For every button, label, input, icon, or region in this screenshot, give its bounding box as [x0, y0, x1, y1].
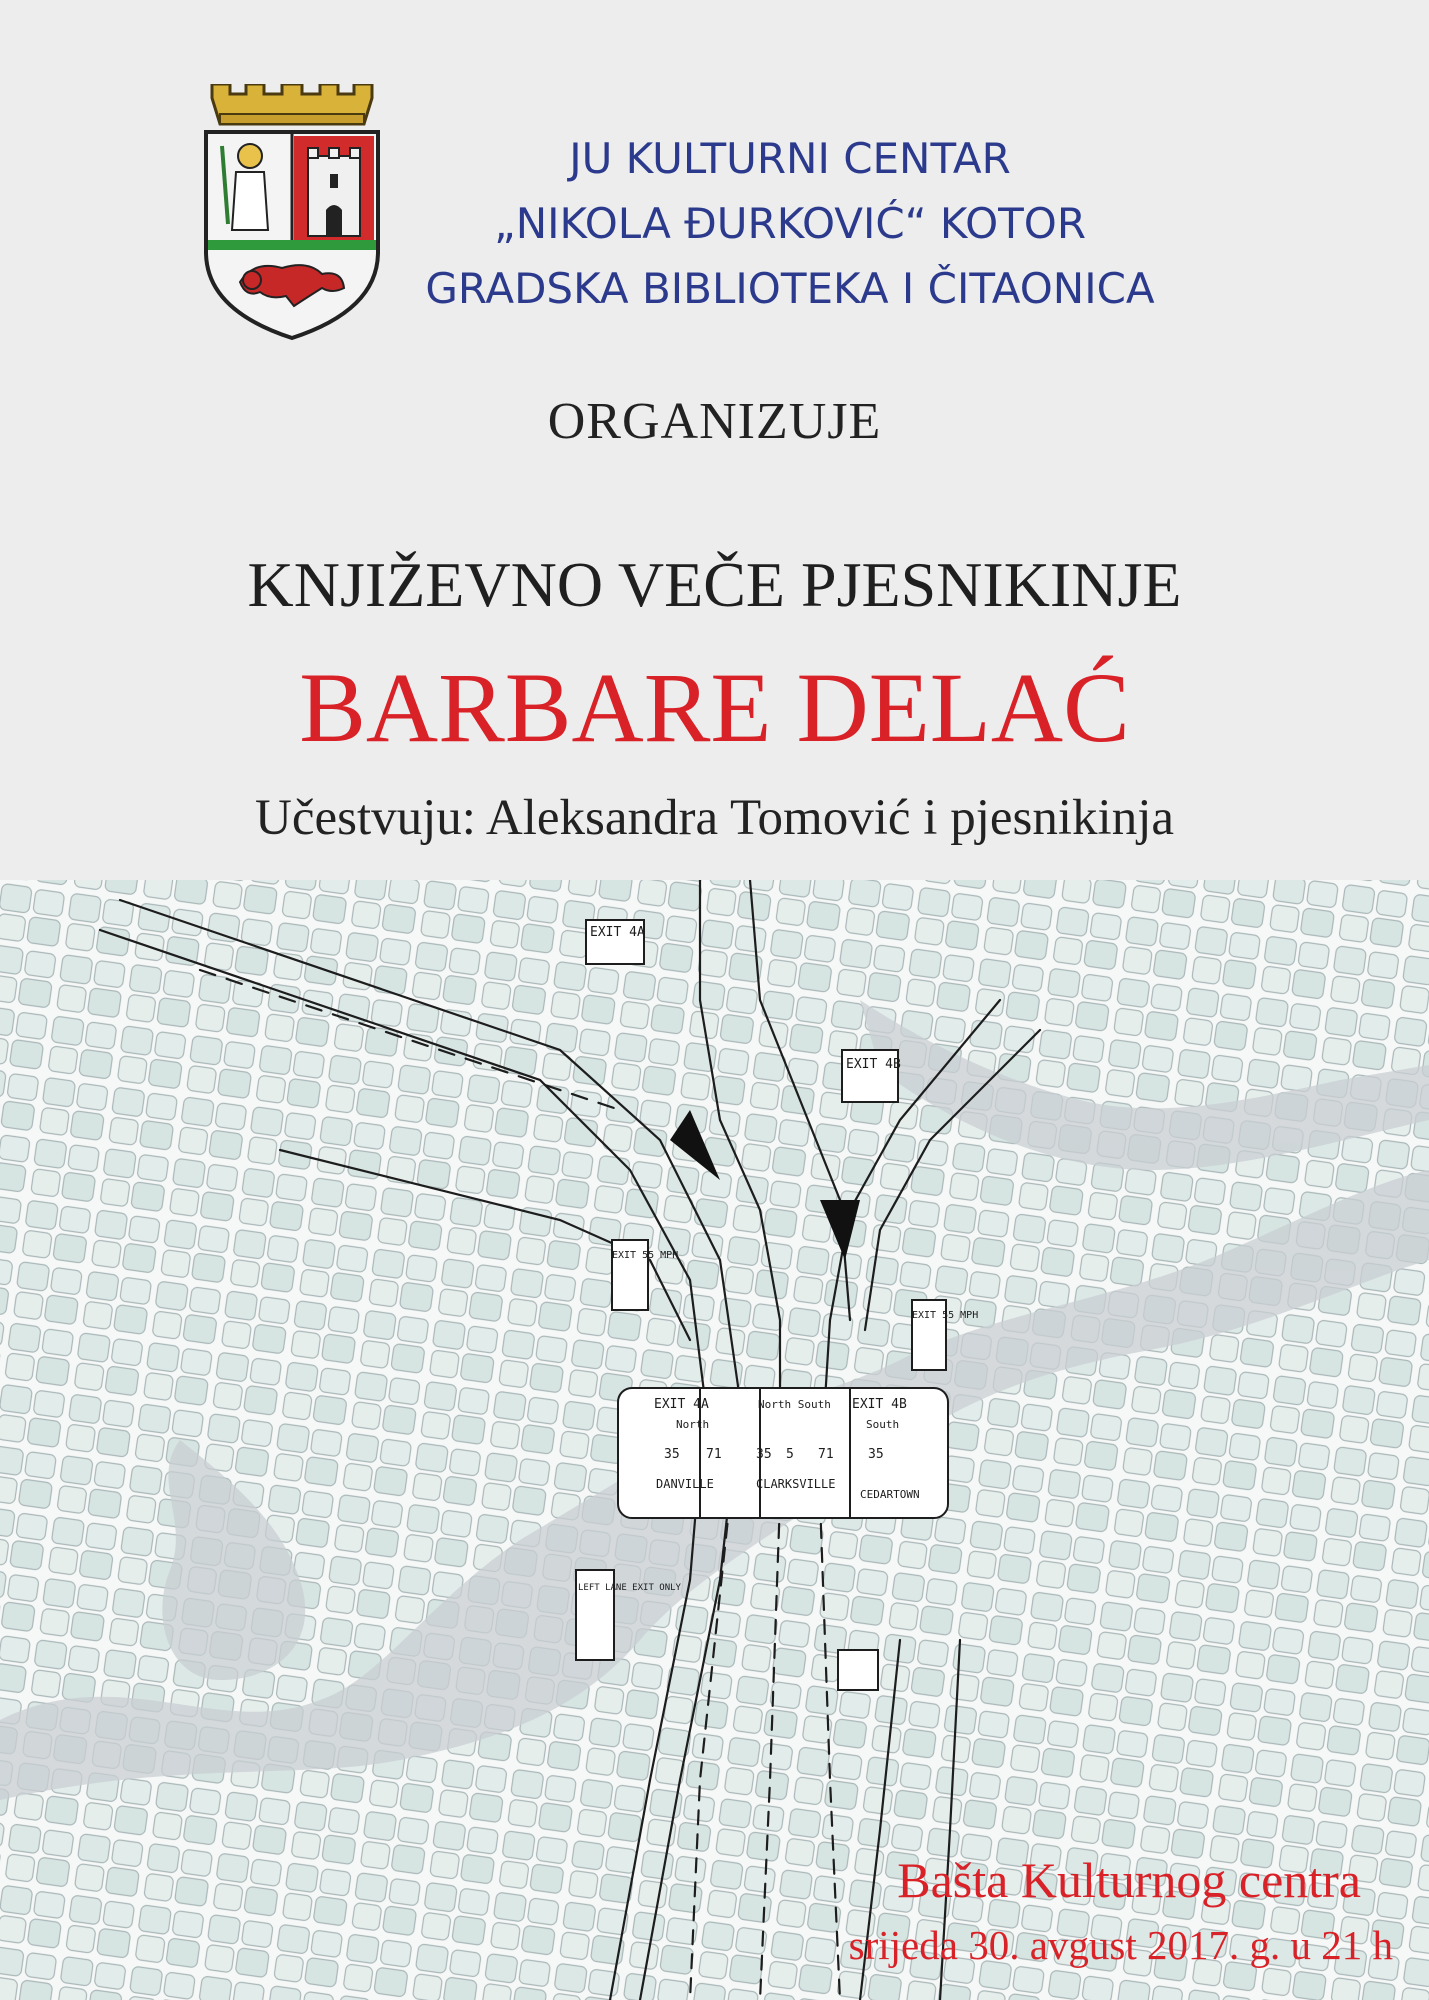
sign-text: EXIT 4B	[846, 1057, 901, 1072]
sign-text: 35	[664, 1447, 680, 1462]
sign-text: South	[866, 1418, 900, 1431]
poet-name: BARBARE DELAĆ	[299, 652, 1130, 763]
sign-text: 71	[706, 1447, 722, 1462]
sign-text: LEFT LANE EXIT ONLY	[578, 1583, 681, 1593]
sign-text: EXIT 4A	[590, 925, 645, 940]
sign-text: 35	[756, 1447, 772, 1462]
sign-text: 35	[868, 1447, 884, 1462]
institution-line: „NIKOLA ĐURKOVIĆ“ KOTOR	[493, 199, 1087, 248]
institution-line: GRADSKA BIBLIOTEKA I ČITAONICA	[425, 264, 1155, 313]
sign-text: CLARKSVILLE	[756, 1477, 836, 1491]
event-title: KNJIŽEVNO VEČE PJESNIKINJE	[247, 549, 1182, 620]
sign-text: CEDARTOWN	[860, 1488, 920, 1501]
sign-text: DANVILLE	[656, 1477, 714, 1491]
sign-text: North South	[758, 1398, 831, 1411]
sign-text: EXIT 4B	[852, 1397, 907, 1412]
participants-line: Učestvuju: Aleksandra Tomović i pjesnikinja	[255, 790, 1174, 846]
sign-text: 5	[786, 1447, 794, 1462]
sign-text: 71	[818, 1447, 834, 1462]
institution-line: JU KULTURNI CENTAR	[569, 134, 1011, 183]
venue: Bašta Kulturnog centra	[897, 1852, 1361, 1908]
sign-text: EXIT 4A	[654, 1397, 709, 1412]
sign-text: North	[676, 1418, 710, 1431]
event-datetime: srijeda 30. avgust 2017. g. u 21 h	[848, 1922, 1393, 1968]
institution-name	[390, 126, 1190, 321]
sign-text: EXIT 55 MPH	[612, 1250, 679, 1261]
organizes-label: ORGANIZUJE	[547, 393, 882, 450]
kotor-coat-of-arms	[204, 84, 380, 340]
sign-text: EXIT 55 MPH	[912, 1310, 979, 1321]
highway-map-illustration	[0, 880, 1429, 2000]
